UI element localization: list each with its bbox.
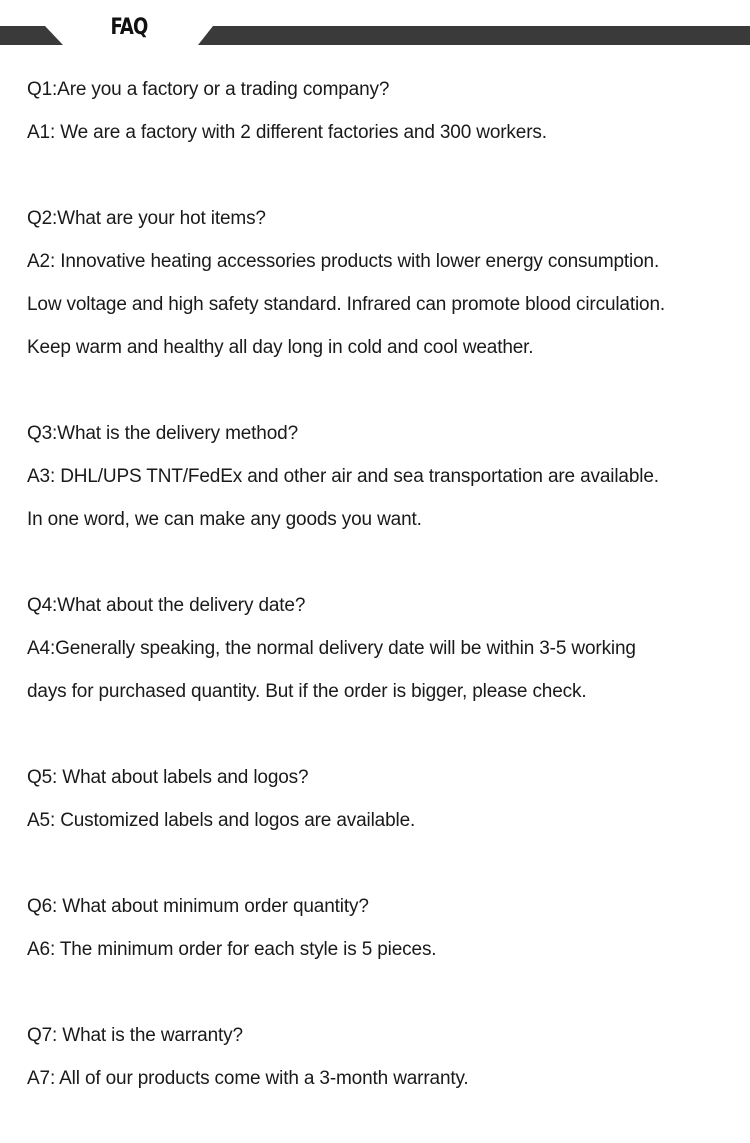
- faq-answer-3-line-2: In one word, we can make any goods you want.: [27, 509, 422, 530]
- faq-question-4: Q4:What about the delivery date?: [27, 595, 306, 616]
- faq-item-1: [27, 68, 737, 154]
- faq-answer-4-line-2: days for purchased quantity. But if the order is bigger, please check.: [27, 681, 587, 702]
- faq-item-2: [27, 197, 737, 369]
- faq-question-7: Q7: What is the warranty?: [27, 1025, 243, 1046]
- faq-answer-2-line-1: A2: Innovative heating accessories products with lower energy consumption.: [27, 251, 660, 272]
- faq-question-1: Q1:Are you a factory or a trading company?: [27, 79, 390, 100]
- faq-answer-2-line-3: Keep warm and healthy all day long in cold and cool weather.: [27, 337, 534, 358]
- faq-question-3: Q3:What is the delivery method?: [27, 423, 298, 444]
- faq-answer-5-line-1: A5: Customized labels and logos are available.: [27, 810, 416, 831]
- faq-question-2: Q2:What are your hot items?: [27, 208, 266, 229]
- faq-item-3: [27, 412, 737, 541]
- faq-item-7: [27, 1014, 737, 1100]
- faq-item-6: [27, 885, 737, 971]
- faq-answer-4-line-1: A4:Generally speaking, the normal delivery date will be within 3-5 working: [27, 638, 636, 659]
- faq-answer-3-line-1: A3: DHL/UPS TNT/FedEx and other air and sea transportation are available.: [27, 466, 659, 487]
- faq-item-4: [27, 584, 737, 713]
- faq-answer-2-line-2: Low voltage and high safety standard. Infrared can promote blood circulation.: [27, 294, 666, 315]
- faq-answer-7-line-1: A7: All of our products come with a 3-month warranty.: [27, 1068, 469, 1089]
- faq-question-5: Q5: What about labels and logos?: [27, 767, 309, 788]
- faq-answer-1-line-1: A1: We are a factory with 2 different factories and 300 workers.: [27, 122, 547, 143]
- faq-item-5: [27, 756, 737, 842]
- faq-list: [27, 68, 737, 1143]
- faq-heading: FAQ: [110, 15, 148, 40]
- faq-question-6: Q6: What about minimum order quantity?: [27, 896, 369, 917]
- faq-answer-6-line-1: A6: The minimum order for each style is 5 pieces.: [27, 939, 437, 960]
